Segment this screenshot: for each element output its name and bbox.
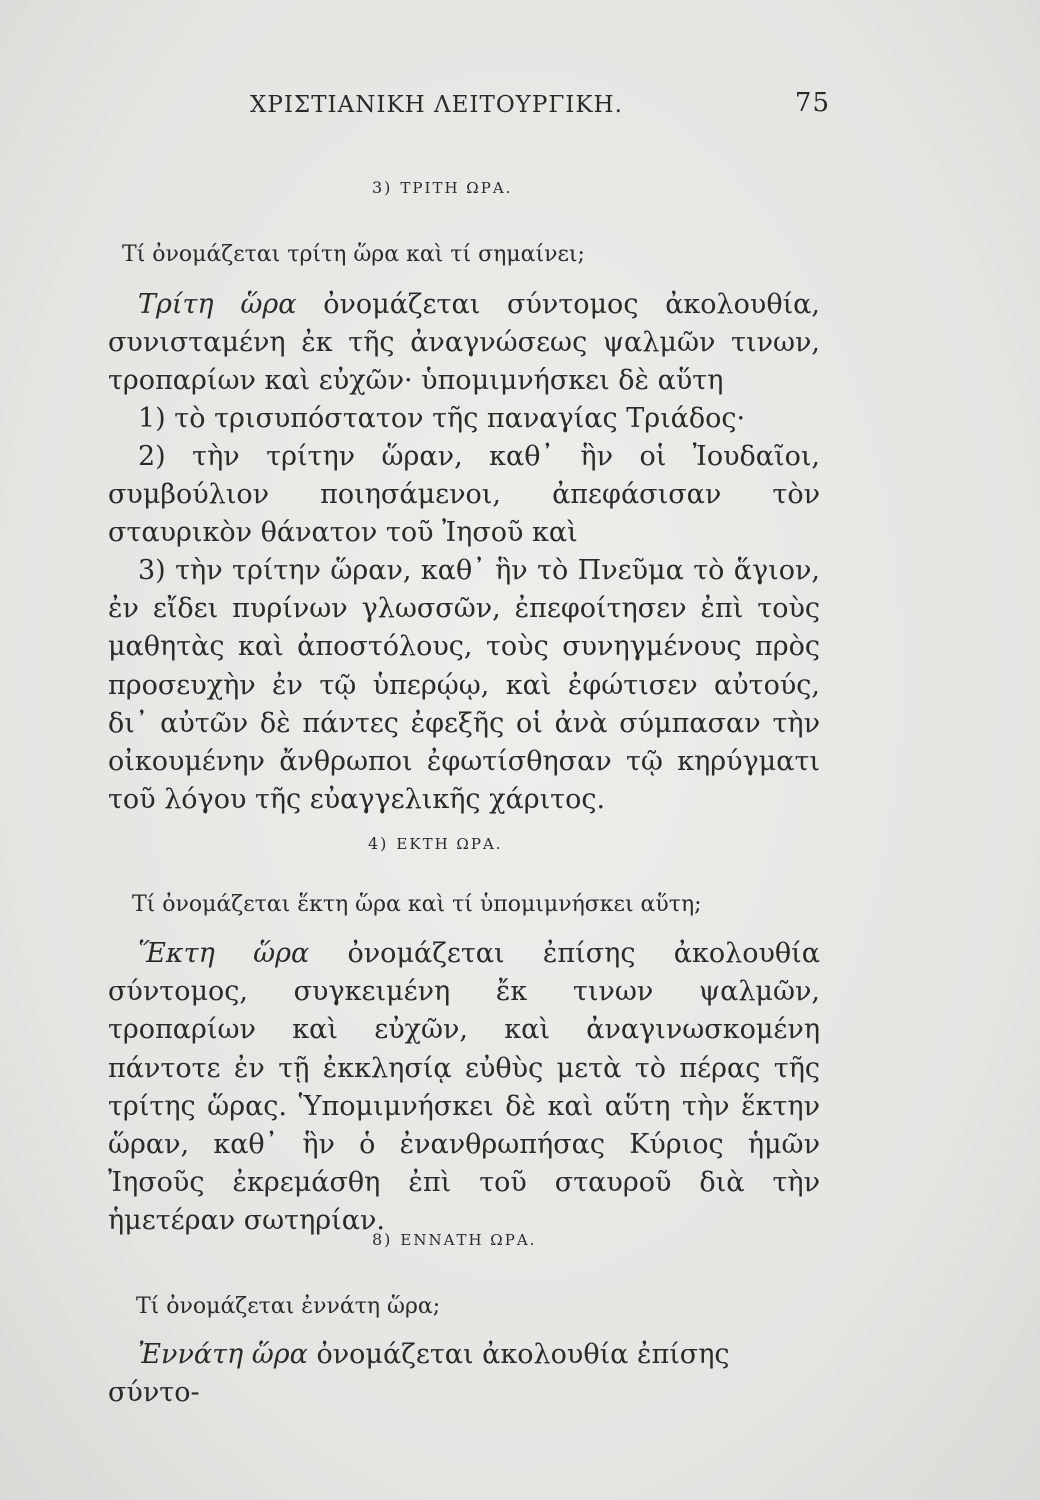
answer-text: ὀνομάζεται ἐπίσης ἀκολουθία σύντομος, συγκειμένη ἔκ τινων ψαλμῶν, τροπαρίων καὶ εὐχῶν, καὶ ἀναγινωσκομένη πάντοτε ἐν τῇ ἐκκλησίᾳ εὐθὺς μετὰ τὸ πέρας τῆς τρίτης ὥρας. Ὑπομιμνήσκει δὲ καὶ αὕτη τὴν ἕκτην ὥραν, καθ᾿ ἣν ὁ ἐνανθρωπήσας Κύριος ἡμῶν Ἰησοῦς ἐκρεμάσθη ἐπὶ τοῦ σταυροῦ διὰ τὴν ἡμετέραν σωτηρίαν. — [108, 938, 820, 1237]
answer-paragraph — [108, 286, 820, 401]
question — [136, 1288, 822, 1326]
question — [132, 886, 822, 924]
section-title: ΤΡΙΤΗ ΩΡΑ. — [400, 179, 513, 197]
answer-lead: Τρίτη ὥρα — [138, 289, 297, 320]
point-3 — [108, 552, 820, 819]
question — [122, 236, 822, 274]
point-2 — [108, 438, 820, 553]
point-text: 3) τὴν τρίτην ὥραν, καθ᾿ ἣν τὸ Πνεῦμα τὸ ἅγιον, ἐν εἴδει πυρίνων γλωσσῶν, ἐπεφοίτησεν ἐπὶ τοὺς μαθητὰς καὶ ἀποστόλους, τοὺς συνηγμένους πρὸς προσευχὴν ἐν τῷ ὑπερῴῳ, καὶ ἐφώτισεν αὐτούς, δι᾿ αὐτῶν δὲ πάντες ἐφεξῆς οἱ ἀνὰ σύμπασαν τὴν οἰκουμένην ἄνθρωποι ἐφωτίσθησαν τῷ κηρύγματι τοῦ λόγου τῆς εὐαγγελικῆς χάριτος. — [108, 555, 820, 816]
running-title: ΧΡΙΣΤΙΑΝΙΚΗ ΛΕΙΤΟΥΡΓΙΚΗ. — [250, 92, 623, 118]
point-text: 2) τὴν τρίτην ὥραν, καθ᾿ ἣν οἱ Ἰουδαῖοι, συμβούλιον ποιησάμενοι, ἀπεφάσισαν τὸν σταυρικὸν θάνατον τοῦ Ἰησοῦ καὶ — [108, 441, 820, 549]
section-title: ΕΚΤΗ ΩΡΑ. — [396, 835, 503, 853]
section-number: 3) — [372, 178, 393, 197]
point-1 — [108, 400, 820, 438]
answer-text: ὀνομάζεται σύντομος ἀκολουθία, συνισταμένη ἐκ τῆς ἀναγνώσεως ψαλμῶν τινων, τροπαρίων καὶ εὐχῶν· ὑπομιμνήσκει δὲ αὕτη — [108, 289, 820, 397]
section-number: 4) — [368, 834, 389, 853]
question-text: Τί ὀνομάζεται ἕκτη ὥρα καὶ τί ὑπομιμνήσκει αὕτη; — [132, 892, 702, 917]
answer-paragraph — [108, 1336, 820, 1412]
page-number: 75 — [794, 88, 830, 118]
answer-lead: Ἕκτη ὥρα — [138, 938, 310, 969]
section-heading-tritē — [372, 178, 512, 197]
question-text: Τί ὀνομάζεται τρίτη ὥρα καὶ τί σημαίνει; — [122, 242, 585, 267]
answer-lead: Ἐννάτη ὥρα — [138, 1339, 308, 1370]
answer-text: ὀνομάζεται ἀκολουθία ἐπίσης σύντο- — [108, 1339, 730, 1409]
section-heading-ektē — [368, 834, 503, 853]
point-text: 1) τὸ τρισυπόστατον τῆς παναγίας Τριάδος· — [138, 403, 746, 434]
answer-paragraph — [108, 935, 820, 1241]
section-heading-ennatē — [372, 1230, 536, 1249]
section-number: 8) — [372, 1230, 393, 1249]
question-text: Τί ὀνομάζεται ἐννάτη ὥρα; — [136, 1294, 441, 1319]
section-title: ΕΝΝΑΤΗ ΩΡΑ. — [400, 1231, 537, 1249]
